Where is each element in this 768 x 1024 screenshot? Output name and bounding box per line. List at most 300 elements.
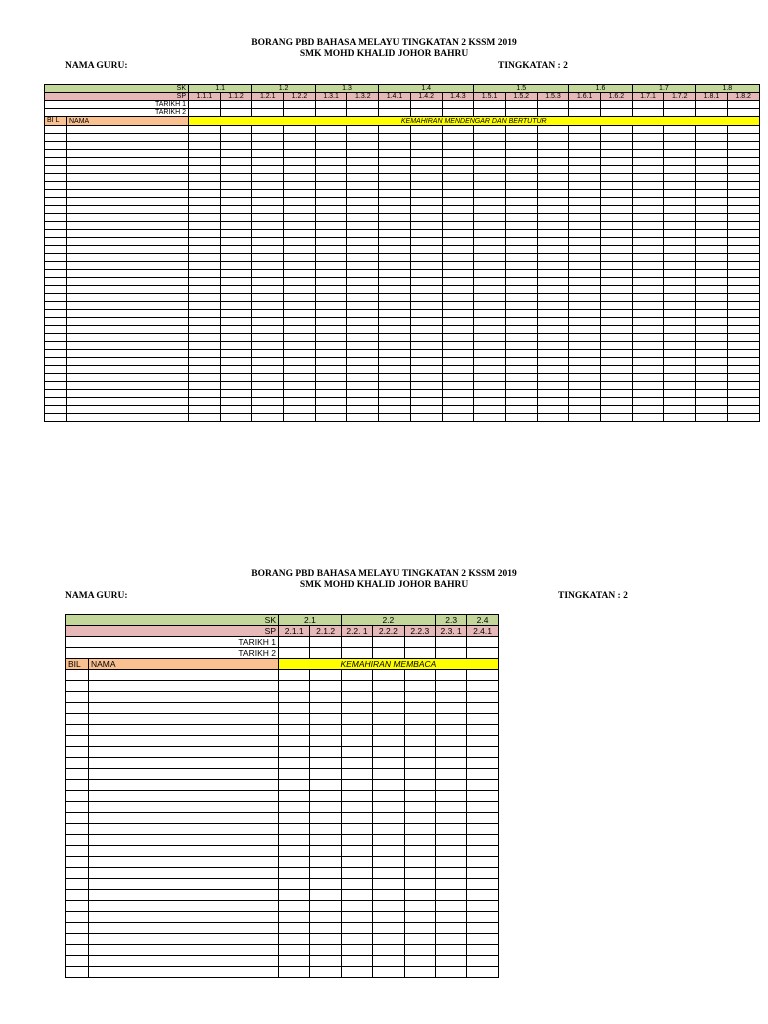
nama-cell[interactable]: [67, 270, 189, 278]
score-cell[interactable]: [189, 358, 221, 366]
nama-cell[interactable]: [67, 158, 189, 166]
score-cell[interactable]: [467, 956, 498, 967]
score-cell[interactable]: [341, 934, 372, 945]
score-cell[interactable]: [537, 382, 569, 390]
score-cell[interactable]: [189, 174, 221, 182]
score-cell[interactable]: [664, 222, 696, 230]
score-cell[interactable]: [347, 286, 379, 294]
score-cell[interactable]: [252, 326, 284, 334]
bil-cell[interactable]: [66, 769, 89, 780]
score-cell[interactable]: [315, 246, 347, 254]
score-cell[interactable]: [279, 670, 310, 681]
score-cell[interactable]: [696, 254, 728, 262]
score-cell[interactable]: [373, 868, 404, 879]
score-cell[interactable]: [505, 350, 537, 358]
score-cell[interactable]: [474, 286, 506, 294]
nama-cell[interactable]: [89, 934, 279, 945]
score-cell[interactable]: [537, 286, 569, 294]
score-cell[interactable]: [379, 350, 411, 358]
nama-cell[interactable]: [67, 150, 189, 158]
score-cell[interactable]: [467, 901, 498, 912]
score-cell[interactable]: [505, 398, 537, 406]
score-cell[interactable]: [373, 670, 404, 681]
score-cell[interactable]: [435, 692, 466, 703]
score-cell[interactable]: [379, 166, 411, 174]
score-cell[interactable]: [252, 206, 284, 214]
score-cell[interactable]: [410, 350, 442, 358]
score-cell[interactable]: [347, 158, 379, 166]
score-cell[interactable]: [404, 967, 435, 978]
score-cell[interactable]: [404, 714, 435, 725]
score-cell[interactable]: [310, 725, 341, 736]
score-cell[interactable]: [696, 262, 728, 270]
score-cell[interactable]: [373, 857, 404, 868]
score-cell[interactable]: [404, 703, 435, 714]
score-cell[interactable]: [379, 246, 411, 254]
score-cell[interactable]: [252, 190, 284, 198]
score-cell[interactable]: [189, 134, 221, 142]
score-cell[interactable]: [474, 302, 506, 310]
score-cell[interactable]: [315, 398, 347, 406]
score-cell[interactable]: [537, 342, 569, 350]
score-cell[interactable]: [569, 334, 601, 342]
score-cell[interactable]: [347, 134, 379, 142]
bil-cell[interactable]: [45, 150, 67, 158]
score-cell[interactable]: [252, 374, 284, 382]
score-cell[interactable]: [467, 692, 498, 703]
bil-cell[interactable]: [66, 923, 89, 934]
score-cell[interactable]: [404, 725, 435, 736]
score-cell[interactable]: [379, 214, 411, 222]
score-cell[interactable]: [569, 286, 601, 294]
score-cell[interactable]: [601, 390, 633, 398]
score-cell[interactable]: [220, 198, 252, 206]
score-cell[interactable]: [252, 414, 284, 422]
score-cell[interactable]: [379, 286, 411, 294]
score-cell[interactable]: [664, 230, 696, 238]
date-cell[interactable]: [189, 101, 221, 109]
score-cell[interactable]: [315, 230, 347, 238]
score-cell[interactable]: [435, 791, 466, 802]
score-cell[interactable]: [315, 262, 347, 270]
date-cell[interactable]: [220, 101, 252, 109]
score-cell[interactable]: [347, 182, 379, 190]
score-cell[interactable]: [189, 334, 221, 342]
score-cell[interactable]: [664, 190, 696, 198]
score-cell[interactable]: [310, 703, 341, 714]
score-cell[interactable]: [315, 406, 347, 414]
bil-cell[interactable]: [66, 714, 89, 725]
score-cell[interactable]: [435, 824, 466, 835]
score-cell[interactable]: [601, 158, 633, 166]
date-cell[interactable]: [727, 109, 759, 117]
score-cell[interactable]: [537, 414, 569, 422]
score-cell[interactable]: [315, 294, 347, 302]
score-cell[interactable]: [410, 262, 442, 270]
score-cell[interactable]: [467, 681, 498, 692]
score-cell[interactable]: [310, 780, 341, 791]
nama-cell[interactable]: [67, 398, 189, 406]
score-cell[interactable]: [284, 254, 316, 262]
score-cell[interactable]: [284, 350, 316, 358]
score-cell[interactable]: [315, 238, 347, 246]
bil-cell[interactable]: [45, 382, 67, 390]
score-cell[interactable]: [569, 406, 601, 414]
score-cell[interactable]: [601, 302, 633, 310]
score-cell[interactable]: [442, 358, 474, 366]
score-cell[interactable]: [696, 358, 728, 366]
bil-cell[interactable]: [66, 857, 89, 868]
score-cell[interactable]: [284, 270, 316, 278]
score-cell[interactable]: [467, 703, 498, 714]
score-cell[interactable]: [189, 286, 221, 294]
score-cell[interactable]: [435, 736, 466, 747]
nama-cell[interactable]: [67, 366, 189, 374]
score-cell[interactable]: [310, 934, 341, 945]
score-cell[interactable]: [373, 736, 404, 747]
score-cell[interactable]: [696, 150, 728, 158]
score-cell[interactable]: [664, 270, 696, 278]
date-cell[interactable]: [505, 109, 537, 117]
score-cell[interactable]: [347, 334, 379, 342]
nama-cell[interactable]: [67, 198, 189, 206]
score-cell[interactable]: [341, 703, 372, 714]
date-cell[interactable]: [284, 109, 316, 117]
score-cell[interactable]: [310, 835, 341, 846]
date-cell[interactable]: [279, 637, 310, 648]
nama-cell[interactable]: [67, 382, 189, 390]
score-cell[interactable]: [347, 278, 379, 286]
score-cell[interactable]: [189, 190, 221, 198]
score-cell[interactable]: [632, 134, 664, 142]
bil-cell[interactable]: [45, 342, 67, 350]
score-cell[interactable]: [505, 334, 537, 342]
score-cell[interactable]: [435, 725, 466, 736]
nama-cell[interactable]: [89, 802, 279, 813]
bil-cell[interactable]: [66, 956, 89, 967]
date-cell[interactable]: [569, 101, 601, 109]
bil-cell[interactable]: [66, 703, 89, 714]
score-cell[interactable]: [569, 126, 601, 134]
score-cell[interactable]: [664, 326, 696, 334]
score-cell[interactable]: [727, 254, 759, 262]
score-cell[interactable]: [696, 190, 728, 198]
score-cell[interactable]: [601, 214, 633, 222]
score-cell[interactable]: [569, 134, 601, 142]
score-cell[interactable]: [220, 206, 252, 214]
score-cell[interactable]: [379, 134, 411, 142]
score-cell[interactable]: [284, 190, 316, 198]
score-cell[interactable]: [632, 150, 664, 158]
nama-cell[interactable]: [67, 246, 189, 254]
date-cell[interactable]: [347, 101, 379, 109]
score-cell[interactable]: [220, 246, 252, 254]
score-cell[interactable]: [373, 791, 404, 802]
score-cell[interactable]: [601, 270, 633, 278]
score-cell[interactable]: [252, 254, 284, 262]
score-cell[interactable]: [474, 262, 506, 270]
score-cell[interactable]: [410, 142, 442, 150]
score-cell[interactable]: [601, 406, 633, 414]
score-cell[interactable]: [410, 214, 442, 222]
score-cell[interactable]: [505, 222, 537, 230]
nama-cell[interactable]: [67, 334, 189, 342]
nama-cell[interactable]: [67, 350, 189, 358]
score-cell[interactable]: [284, 238, 316, 246]
score-cell[interactable]: [569, 222, 601, 230]
score-cell[interactable]: [341, 901, 372, 912]
score-cell[interactable]: [442, 254, 474, 262]
nama-cell[interactable]: [67, 294, 189, 302]
score-cell[interactable]: [252, 238, 284, 246]
score-cell[interactable]: [404, 835, 435, 846]
score-cell[interactable]: [569, 166, 601, 174]
score-cell[interactable]: [379, 206, 411, 214]
score-cell[interactable]: [442, 166, 474, 174]
bil-cell[interactable]: [66, 890, 89, 901]
nama-cell[interactable]: [67, 238, 189, 246]
score-cell[interactable]: [279, 934, 310, 945]
score-cell[interactable]: [252, 390, 284, 398]
score-cell[interactable]: [505, 358, 537, 366]
score-cell[interactable]: [696, 390, 728, 398]
score-cell[interactable]: [467, 923, 498, 934]
score-cell[interactable]: [442, 158, 474, 166]
score-cell[interactable]: [379, 398, 411, 406]
score-cell[interactable]: [373, 692, 404, 703]
score-cell[interactable]: [537, 302, 569, 310]
nama-cell[interactable]: [89, 846, 279, 857]
nama-cell[interactable]: [67, 278, 189, 286]
score-cell[interactable]: [341, 791, 372, 802]
score-cell[interactable]: [404, 890, 435, 901]
score-cell[interactable]: [696, 182, 728, 190]
score-cell[interactable]: [632, 302, 664, 310]
score-cell[interactable]: [252, 294, 284, 302]
score-cell[interactable]: [696, 174, 728, 182]
score-cell[interactable]: [632, 294, 664, 302]
score-cell[interactable]: [220, 374, 252, 382]
score-cell[interactable]: [696, 342, 728, 350]
score-cell[interactable]: [341, 692, 372, 703]
score-cell[interactable]: [696, 246, 728, 254]
bil-cell[interactable]: [45, 398, 67, 406]
score-cell[interactable]: [442, 334, 474, 342]
score-cell[interactable]: [601, 150, 633, 158]
nama-cell[interactable]: [67, 214, 189, 222]
score-cell[interactable]: [664, 150, 696, 158]
score-cell[interactable]: [284, 214, 316, 222]
score-cell[interactable]: [474, 350, 506, 358]
score-cell[interactable]: [505, 382, 537, 390]
score-cell[interactable]: [696, 142, 728, 150]
score-cell[interactable]: [220, 302, 252, 310]
score-cell[interactable]: [310, 670, 341, 681]
score-cell[interactable]: [632, 230, 664, 238]
score-cell[interactable]: [442, 342, 474, 350]
score-cell[interactable]: [315, 342, 347, 350]
score-cell[interactable]: [315, 182, 347, 190]
score-cell[interactable]: [341, 758, 372, 769]
score-cell[interactable]: [435, 780, 466, 791]
date-cell[interactable]: [537, 109, 569, 117]
bil-cell[interactable]: [66, 868, 89, 879]
score-cell[interactable]: [727, 278, 759, 286]
score-cell[interactable]: [379, 150, 411, 158]
score-cell[interactable]: [341, 714, 372, 725]
bil-cell[interactable]: [66, 747, 89, 758]
date-cell[interactable]: [315, 101, 347, 109]
score-cell[interactable]: [220, 294, 252, 302]
score-cell[interactable]: [664, 182, 696, 190]
score-cell[interactable]: [279, 923, 310, 934]
score-cell[interactable]: [189, 326, 221, 334]
bil-cell[interactable]: [66, 791, 89, 802]
score-cell[interactable]: [601, 382, 633, 390]
score-cell[interactable]: [341, 868, 372, 879]
score-cell[interactable]: [537, 278, 569, 286]
score-cell[interactable]: [284, 302, 316, 310]
score-cell[interactable]: [505, 326, 537, 334]
score-cell[interactable]: [252, 270, 284, 278]
nama-cell[interactable]: [67, 310, 189, 318]
score-cell[interactable]: [347, 342, 379, 350]
score-cell[interactable]: [505, 294, 537, 302]
score-cell[interactable]: [632, 310, 664, 318]
score-cell[interactable]: [404, 868, 435, 879]
score-cell[interactable]: [632, 198, 664, 206]
score-cell[interactable]: [284, 326, 316, 334]
score-cell[interactable]: [347, 302, 379, 310]
score-cell[interactable]: [632, 366, 664, 374]
score-cell[interactable]: [379, 406, 411, 414]
score-cell[interactable]: [632, 262, 664, 270]
bil-cell[interactable]: [66, 835, 89, 846]
score-cell[interactable]: [347, 350, 379, 358]
date-cell[interactable]: [696, 109, 728, 117]
score-cell[interactable]: [569, 414, 601, 422]
score-cell[interactable]: [474, 214, 506, 222]
score-cell[interactable]: [537, 126, 569, 134]
score-cell[interactable]: [410, 358, 442, 366]
score-cell[interactable]: [310, 912, 341, 923]
score-cell[interactable]: [347, 326, 379, 334]
score-cell[interactable]: [373, 945, 404, 956]
nama-cell[interactable]: [67, 262, 189, 270]
nama-cell[interactable]: [89, 725, 279, 736]
bil-cell[interactable]: [66, 901, 89, 912]
score-cell[interactable]: [410, 166, 442, 174]
score-cell[interactable]: [284, 342, 316, 350]
score-cell[interactable]: [442, 150, 474, 158]
score-cell[interactable]: [601, 342, 633, 350]
score-cell[interactable]: [569, 158, 601, 166]
score-cell[interactable]: [347, 262, 379, 270]
score-cell[interactable]: [601, 350, 633, 358]
score-cell[interactable]: [727, 318, 759, 326]
score-cell[interactable]: [379, 198, 411, 206]
score-cell[interactable]: [347, 230, 379, 238]
score-cell[interactable]: [310, 802, 341, 813]
score-cell[interactable]: [315, 270, 347, 278]
score-cell[interactable]: [284, 142, 316, 150]
score-cell[interactable]: [347, 166, 379, 174]
score-cell[interactable]: [569, 342, 601, 350]
date-cell[interactable]: [467, 648, 498, 659]
score-cell[interactable]: [442, 270, 474, 278]
score-cell[interactable]: [632, 214, 664, 222]
score-cell[interactable]: [467, 725, 498, 736]
bil-cell[interactable]: [45, 278, 67, 286]
score-cell[interactable]: [220, 366, 252, 374]
score-cell[interactable]: [279, 846, 310, 857]
score-cell[interactable]: [664, 398, 696, 406]
score-cell[interactable]: [404, 934, 435, 945]
bil-cell[interactable]: [45, 334, 67, 342]
score-cell[interactable]: [537, 318, 569, 326]
score-cell[interactable]: [373, 846, 404, 857]
score-cell[interactable]: [347, 366, 379, 374]
nama-cell[interactable]: [89, 747, 279, 758]
score-cell[interactable]: [632, 326, 664, 334]
score-cell[interactable]: [347, 310, 379, 318]
score-cell[interactable]: [347, 270, 379, 278]
score-cell[interactable]: [279, 945, 310, 956]
score-cell[interactable]: [310, 769, 341, 780]
score-cell[interactable]: [189, 350, 221, 358]
score-cell[interactable]: [632, 246, 664, 254]
score-cell[interactable]: [252, 150, 284, 158]
score-cell[interactable]: [220, 126, 252, 134]
date-cell[interactable]: [505, 101, 537, 109]
score-cell[interactable]: [404, 802, 435, 813]
score-cell[interactable]: [727, 158, 759, 166]
score-cell[interactable]: [341, 670, 372, 681]
score-cell[interactable]: [474, 198, 506, 206]
date-cell[interactable]: [347, 109, 379, 117]
score-cell[interactable]: [404, 769, 435, 780]
score-cell[interactable]: [505, 182, 537, 190]
score-cell[interactable]: [601, 262, 633, 270]
score-cell[interactable]: [442, 230, 474, 238]
date-cell[interactable]: [310, 648, 341, 659]
score-cell[interactable]: [347, 254, 379, 262]
score-cell[interactable]: [410, 318, 442, 326]
score-cell[interactable]: [410, 222, 442, 230]
score-cell[interactable]: [189, 254, 221, 262]
score-cell[interactable]: [632, 358, 664, 366]
score-cell[interactable]: [601, 334, 633, 342]
score-cell[interactable]: [252, 278, 284, 286]
score-cell[interactable]: [664, 390, 696, 398]
score-cell[interactable]: [220, 166, 252, 174]
score-cell[interactable]: [404, 901, 435, 912]
score-cell[interactable]: [435, 813, 466, 824]
bil-cell[interactable]: [66, 945, 89, 956]
score-cell[interactable]: [410, 134, 442, 142]
score-cell[interactable]: [310, 967, 341, 978]
score-cell[interactable]: [220, 278, 252, 286]
score-cell[interactable]: [315, 374, 347, 382]
date-cell[interactable]: [474, 109, 506, 117]
score-cell[interactable]: [220, 358, 252, 366]
score-cell[interactable]: [279, 736, 310, 747]
score-cell[interactable]: [537, 166, 569, 174]
score-cell[interactable]: [404, 791, 435, 802]
score-cell[interactable]: [315, 198, 347, 206]
score-cell[interactable]: [435, 714, 466, 725]
score-cell[interactable]: [279, 747, 310, 758]
